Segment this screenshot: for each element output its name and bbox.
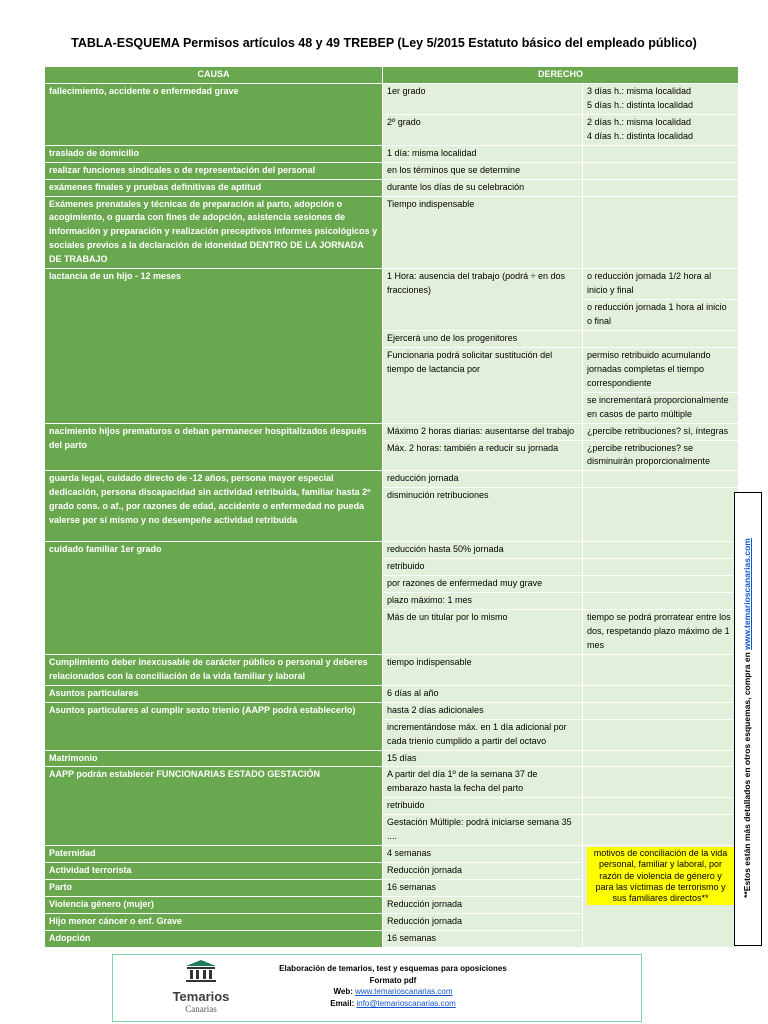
causa-cell: cuidado familiar 1er grado: [45, 542, 383, 655]
derecho-cell: retribuido: [383, 559, 583, 576]
causa-cell: Matrimonio: [45, 750, 383, 767]
detalle-cell: [583, 798, 739, 815]
detalle-cell: [583, 145, 739, 162]
table-row: [45, 423, 739, 440]
footer-box: [112, 954, 642, 1022]
derecho-cell: 4 semanas: [383, 846, 583, 863]
header-causa: CAUSA: [45, 67, 383, 84]
causa-cell: Asuntos particulares: [45, 685, 383, 702]
detalle-cell: [583, 593, 739, 610]
derecho-cell: 6 días al año: [383, 685, 583, 702]
side-note: [742, 492, 752, 944]
detalle-cell: [583, 488, 739, 542]
causa-cell: traslado de domicilio: [45, 145, 383, 162]
side-note-text: **Estos están más detallados en otros esquemas, compra en: [742, 649, 752, 898]
derecho-cell: 2º grado: [383, 114, 583, 145]
detalle-cell: [583, 542, 739, 559]
causa-cell: nacimiento hijos prematuros o deban permanecer hospitalizados después del parto: [45, 423, 383, 471]
causa-cell: guarda legal, cuidado directo de -12 años, persona mayor especial dedicación, persona discapacidad sin actividad retribuida, familiar hasta 2º grado cons. o af., por razones de edad, accidente o enfermedad no pueda valerse por sí mismo y no desempeñe actividad retribuida: [45, 471, 383, 542]
footer-info: [253, 963, 533, 1009]
derecho-cell: Funcionaria podrá solicitar sustitución del tiempo de lactancia por: [383, 347, 583, 423]
table-row: [45, 654, 739, 685]
logo-name: Temarios: [172, 989, 230, 1004]
table-row: [45, 685, 739, 702]
detalle-cell: [583, 702, 739, 719]
detalle-cell: [583, 330, 739, 347]
table-row: [45, 542, 739, 559]
temple-icon: [184, 959, 218, 983]
causa-cell: Paternidad: [45, 846, 383, 863]
derecho-cell: durante los días de su celebración: [383, 179, 583, 196]
detalle-cell: permiso retribuido acumulando jornadas completas el tiempo correspondiente: [583, 347, 739, 392]
header-derecho: DERECHO: [383, 67, 739, 84]
derecho-cell: 1er grado: [383, 83, 583, 114]
footer-email-label: Email:: [330, 998, 357, 1008]
detalle-cell: ¿percibe retribuciones? se disminuirán proporcionalmente: [583, 440, 739, 471]
footer-web-label: Web:: [333, 987, 356, 997]
derecho-cell: hasta 2 días adicionales: [383, 702, 583, 719]
derecho-cell: Tiempo indispensable: [383, 196, 583, 269]
detalle-cell: [583, 162, 739, 179]
conciliacion-note: motivos de conciliación de la vida personal, familiar y laboral, por razón de violencia de género y para las víctimas de terrorismo y sus familiares directos**: [587, 847, 734, 905]
table-row: [45, 162, 739, 179]
derecho-cell: reducción hasta 50% jornada: [383, 542, 583, 559]
causa-cell: Hijo menor cáncer o enf. Grave: [45, 913, 383, 930]
derecho-cell: en los términos que se determine: [383, 162, 583, 179]
detalle-cell: tiempo se podrá prorratear entre los dos, respetando plazo máximo de 1 mes: [583, 610, 739, 655]
detalle-cell: [583, 576, 739, 593]
derecho-cell: por razones de enfermedad muy grave: [383, 576, 583, 593]
detalle-cell: o reducción jornada 1/2 hora al inicio y final: [583, 269, 739, 300]
footer-line-1: Elaboración de temarios, test y esquemas para oposiciones: [279, 964, 507, 973]
detalle-cell: [583, 559, 739, 576]
side-note-link[interactable]: www.temarioscanarias.com: [742, 538, 752, 650]
causa-cell: fallecimiento, accidente o enfermedad grave: [45, 83, 383, 145]
footer-email: [253, 998, 533, 1010]
detalle-cell: [583, 750, 739, 767]
derecho-cell: incrementándose máx. en 1 día adicional por cada trienio cumplido a partir del octavo: [383, 719, 583, 750]
table-row: [45, 750, 739, 767]
table-row: [45, 196, 739, 269]
causa-cell: Exámenes prenatales y técnicas de preparación al parto, adopción o acogimiento, o guarda con fines de adopción, asistencia sesiones de información y preparación y realización preceptivos informes psicológicos y sociales previos a la declaración de idoneidad DENTRO DE LA JORNADA DE TRABAJO: [45, 196, 383, 269]
footer-email-link[interactable]: info@temarioscanarias.com: [356, 998, 456, 1008]
derecho-cell: 15 días: [383, 750, 583, 767]
derecho-cell: Reducción jornada: [383, 913, 583, 930]
page-title: TABLA-ESQUEMA Permisos artículos 48 y 49 TREBEP (Ley 5/2015 Estatuto básico del empleado público): [71, 36, 697, 50]
derecho-cell: Reducción jornada: [383, 863, 583, 880]
causa-cell: Asuntos particulares al cumplir sexto trienio (AAPP podrá establecerlo): [45, 702, 383, 750]
footer-line-2: Formato pdf: [369, 975, 417, 985]
causa-cell: realizar funciones sindicales o de representación del personal: [45, 162, 383, 179]
derecho-cell: disminución retribuciones: [383, 488, 583, 542]
detalle-cell: [583, 685, 739, 702]
detalle-cell: [583, 196, 739, 269]
derecho-cell: Gestación Múltiple: podrá iniciarse semana 35 ....: [383, 815, 583, 846]
table-row: [45, 767, 739, 798]
footer-web-link[interactable]: www.temarioscanarias.com: [355, 987, 453, 997]
derecho-cell: reducción jornada: [383, 471, 583, 488]
detalle-cell: 3 días h.: misma localidad 5 días h.: distinta localidad: [583, 83, 739, 114]
logo-subtitle: Canarias: [185, 1004, 217, 1014]
detalle-cell: [583, 654, 739, 685]
detalle-cell: se incrementará proporcionalmente en casos de parto múltiple: [583, 392, 739, 423]
footer-web: [253, 986, 533, 998]
derecho-cell: Máximo 2 horas diarias: ausentarse del trabajo: [383, 423, 583, 440]
temarios-logo: [161, 959, 241, 1017]
conciliacion-note-cell: [583, 846, 739, 948]
causa-cell: lactancia de un hijo - 12 meses: [45, 269, 383, 423]
table-row: [45, 83, 739, 114]
causa-cell: Parto: [45, 880, 383, 897]
causa-cell: Adopción: [45, 930, 383, 947]
causa-cell: exámenes finales y pruebas definitivas de aptitud: [45, 179, 383, 196]
derecho-cell: Máx. 2 horas: también a reducir su jornada: [383, 440, 583, 471]
table-row: [45, 702, 739, 719]
derecho-cell: tiempo indispensable: [383, 654, 583, 685]
detalle-cell: [583, 471, 739, 488]
derecho-cell: A partir del día 1º de la semana 37 de embarazo hasta la fecha del parto: [383, 767, 583, 798]
table-row: [45, 846, 739, 863]
table-row: [45, 145, 739, 162]
causa-cell: Violencia género (mujer): [45, 896, 383, 913]
table-header-row: [45, 67, 739, 84]
derecho-cell: Reducción jornada: [383, 896, 583, 913]
detalle-cell: [583, 767, 739, 798]
derecho-cell: 16 semanas: [383, 880, 583, 897]
detalle-cell: o reducción jornada 1 hora al inicio o final: [583, 300, 739, 331]
derecho-cell: 1 Hora: ausencia del trabajo (podrá ÷ en dos fracciones): [383, 269, 583, 331]
causa-cell: AAPP podrán establecer FUNCIONARIAS ESTADO GESTACIÓN: [45, 767, 383, 846]
detalle-cell: [583, 815, 739, 846]
causa-cell: Actividad terrorista: [45, 863, 383, 880]
derecho-cell: plazo máximo: 1 mes: [383, 593, 583, 610]
detalle-cell: [583, 719, 739, 750]
derecho-cell: 1 día: misma localidad: [383, 145, 583, 162]
detalle-cell: ¿percibe retribuciones? sí, íntegras: [583, 423, 739, 440]
derecho-cell: Más de un titular por lo mismo: [383, 610, 583, 655]
table-row: [45, 179, 739, 196]
table-row: [45, 471, 739, 488]
table-row: [45, 269, 739, 300]
detalle-cell: 2 días h.: misma localidad 4 días h.: distinta localidad: [583, 114, 739, 145]
permisos-table: [44, 66, 739, 948]
causa-cell: Cumplimiento deber inexcusable de carácter público o personal y deberes relacionados con la conciliación de la vida familiar y laboral: [45, 654, 383, 685]
derecho-cell: retribuido: [383, 798, 583, 815]
detalle-cell: [583, 179, 739, 196]
derecho-cell: 16 semanas: [383, 930, 583, 947]
derecho-cell: Ejercerá uno de los progenitores: [383, 330, 583, 347]
